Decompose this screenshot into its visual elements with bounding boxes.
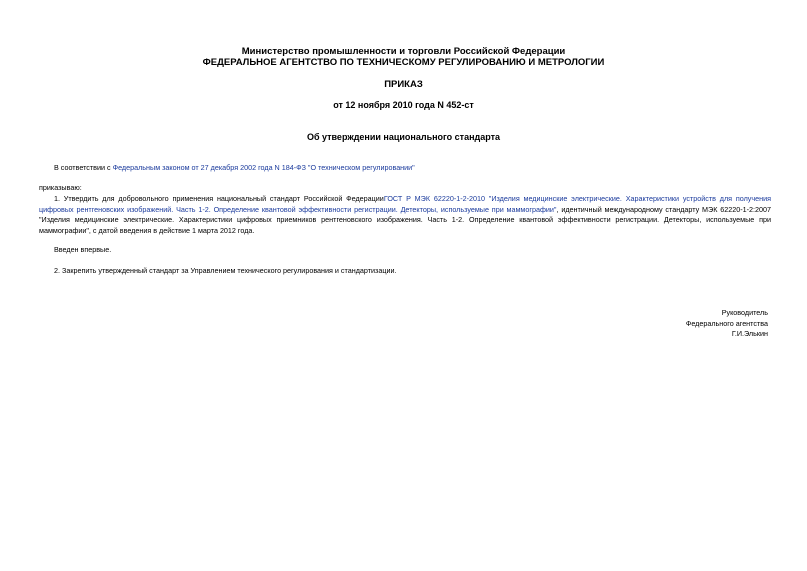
item1-prefix: 1. Утвердить для добровольного применения национальный стандарт Российской Федерации <box>54 194 384 203</box>
gost-standard-link[interactable]: ГОСТ Р МЭК 62220-1-2-2010 "Изделия медицинские электрические. Характеристики устройств для получения цифровых рентгеновских изображений. Часть 1-2. Определение квантовой эффективности регистрации. Детекторы, используемые при маммографии" <box>39 194 771 214</box>
basis-paragraph <box>54 163 774 174</box>
order-subject: Об утверждении национального стандарта <box>306 132 501 142</box>
agency-name: ФЕДЕРАЛЬНОЕ АГЕНТСТВО ПО ТЕХНИЧЕСКОМУ РЕГУЛИРОВАНИЮ И МЕТРОЛОГИИ <box>202 57 605 68</box>
item2-paragraph: 2. Закрепить утвержденный стандарт за Управлением технического регулирования и стандартизации. <box>54 266 397 275</box>
order-title: ПРИКАЗ <box>384 79 423 90</box>
signatory-organization: Федерального агентства <box>685 318 768 328</box>
federal-law-link[interactable]: Федеральным законом от 27 декабря 2002 года N 184-ФЗ "О техническом регулировании" <box>112 163 415 172</box>
signatory-name: Г.И.Элькин <box>731 329 768 339</box>
item1-paragraph <box>39 194 771 236</box>
basis-prefix: В соответствии с <box>54 163 113 172</box>
document-header <box>0 46 807 68</box>
order-date-number: от 12 ноября 2010 года N 452-ст <box>333 100 474 110</box>
item1-suffix: , идентичный международному стандарту МЭК 62220-1-2:2007 "Изделия медицинские электрические. Характеристики цифровых приемников рентгеновского изображения. Часть 1-2. Определение квантовой эффективности регистрации. Детекторы, используемые при маммографии", с датой введения в действие 1 марта 2012 года. <box>39 204 771 235</box>
signature-block <box>686 308 768 340</box>
ministry-name: Министерство промышленности и торговли Российской Федерации <box>241 46 566 57</box>
introduced-note: Введен впервые. <box>54 245 112 254</box>
command-text: приказываю: <box>39 183 82 192</box>
signatory-position: Руководитель <box>721 308 768 317</box>
